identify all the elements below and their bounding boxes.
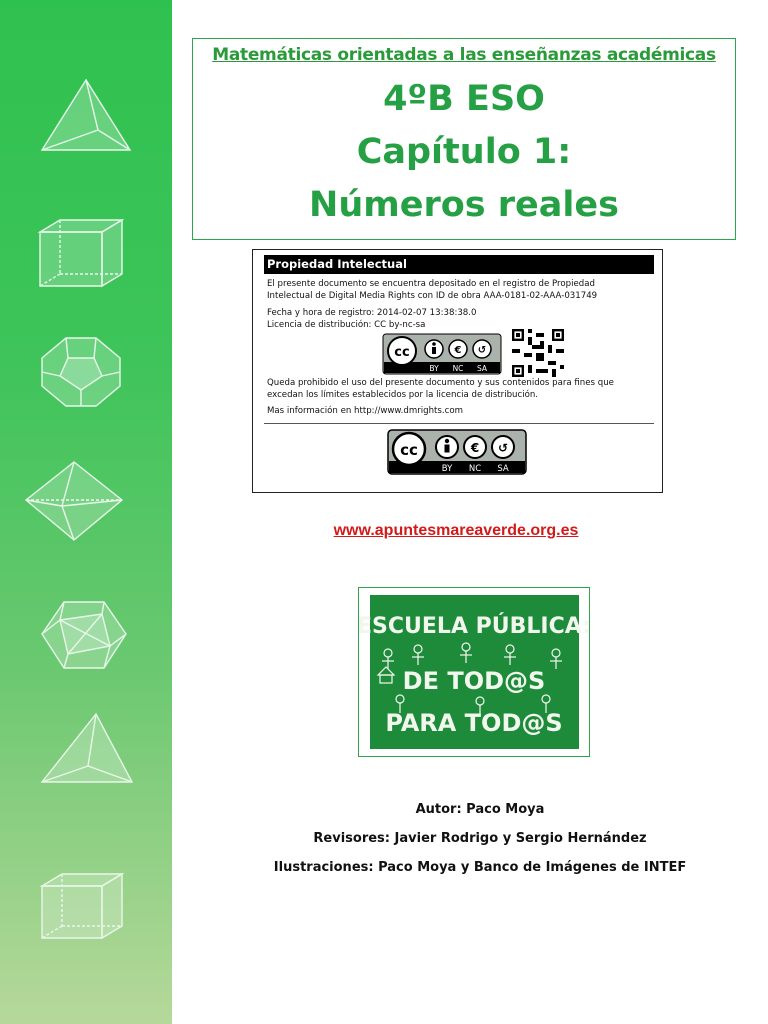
cc-license-icon [382, 333, 502, 375]
illustrations-credit: Ilustraciones: Paco Moya y Banco de Imágenes de INTEF [273, 860, 687, 875]
cube-icon [38, 870, 126, 942]
license-line: Queda prohibido el uso del presente documento y sus contenidos para fines que [267, 378, 614, 388]
badge-sa: SA [497, 464, 509, 474]
chapter-title: Números reales [309, 185, 619, 225]
svg-text:↺: ↺ [477, 345, 487, 356]
tetrahedron-icon [40, 710, 134, 786]
subject-heading: Matemáticas orientadas a las enseñanzas académicas [212, 45, 716, 65]
more-info-link[interactable]: Mas información en http://www.dmrights.com [267, 406, 463, 416]
cube-icon [36, 216, 126, 290]
intellectual-property-notice [252, 249, 663, 493]
badge-nc: NC [468, 464, 482, 474]
reviewers-credit: Revisores: Javier Rodrigo y Sergio Hernández [313, 831, 647, 846]
chapter-number: Capítulo 1: [356, 132, 572, 172]
board-line-3: PARA TOD@S [385, 709, 563, 737]
cc-text: cc [394, 345, 410, 360]
icosahedron-icon [40, 600, 128, 670]
title-block [192, 38, 736, 240]
chalkboard [357, 595, 591, 749]
badge-by: BY [429, 364, 439, 373]
author-credit: Autor: Paco Moya [415, 802, 545, 817]
cc-license-icon [387, 429, 527, 475]
board-line-2: DE TOD@S [402, 667, 546, 695]
license-type: Licencia de distribución: CC by-nc-sa [267, 320, 426, 330]
chalkboard-art [357, 595, 591, 749]
badge-nc: NC [452, 364, 464, 373]
badge-by: BY [441, 464, 453, 474]
website-link[interactable]: www.apuntesmareaverde.org.es [333, 522, 579, 539]
octahedron-icon [24, 460, 124, 542]
license-panel [264, 255, 654, 424]
license-line: Intelectual de Digital Media Rights con ID de obra AAA-0181-02-AAA-031749 [267, 291, 598, 301]
course-title: 4ºB ESO [383, 79, 545, 119]
license-line: El presente documento se encuentra depositado en el registro de Propiedad [267, 279, 595, 289]
svg-text:€: € [470, 441, 480, 455]
registration-date: Fecha y hora de registro: 2014-02-07 13:38:38.0 [267, 308, 477, 318]
cc-text: cc [400, 441, 418, 459]
tetrahedron-icon [38, 76, 134, 154]
svg-text:↺: ↺ [497, 441, 509, 455]
license-line: excedan los límites establecidos por la licencia de distribución. [267, 390, 539, 400]
badge-sa: SA [476, 364, 488, 373]
qr-code-icon [512, 329, 564, 377]
public-school-banner [358, 587, 590, 757]
dodecahedron-icon [38, 336, 124, 408]
decorative-sidebar [0, 0, 172, 1024]
license-heading: Propiedad Intelectual [264, 255, 654, 274]
svg-text:€: € [454, 345, 462, 356]
board-line-1: ESCUELA PÚBLICA: [357, 614, 591, 639]
